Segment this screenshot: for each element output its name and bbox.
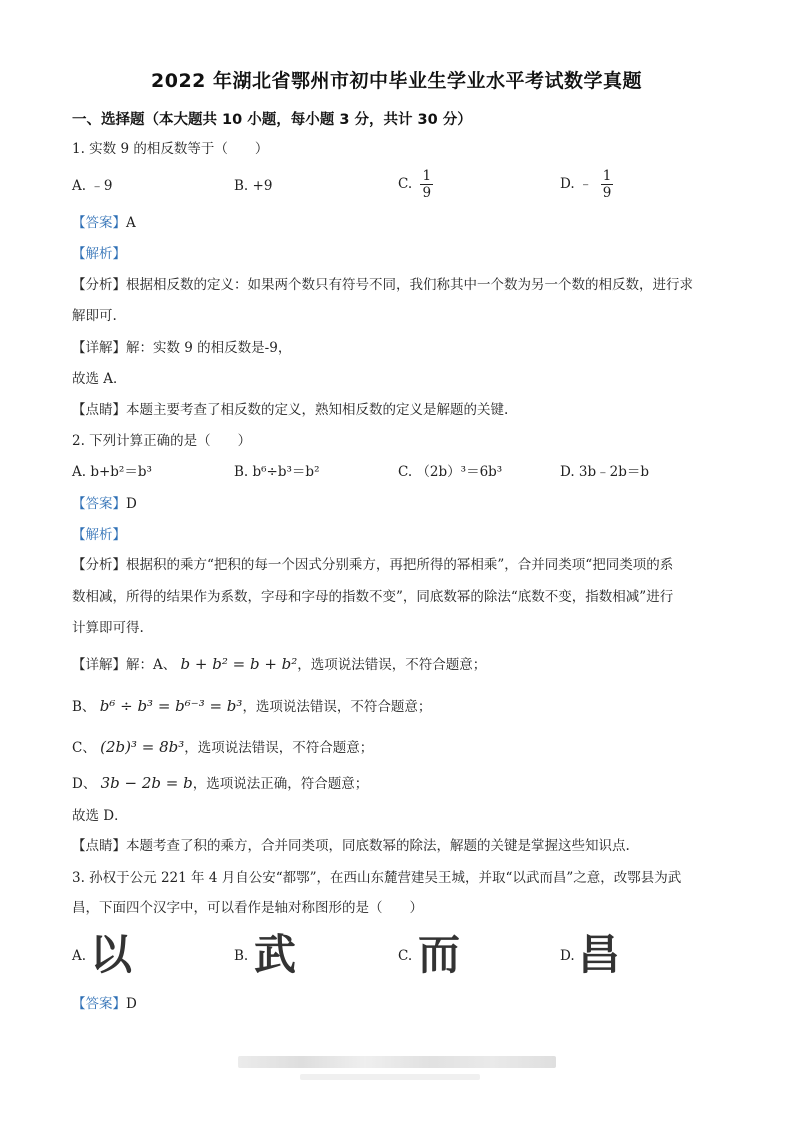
dianjing-tag: 【点睛】 (72, 402, 126, 418)
xiangjie-prefix: 解：A、 (126, 657, 177, 673)
fraction-numerator: 1 (602, 168, 612, 184)
fraction-denominator: 9 (602, 185, 612, 201)
q2-dianjing (72, 836, 630, 856)
q3-option-a-character: 以 (90, 930, 133, 979)
blurred-watermark (300, 1074, 480, 1080)
q3-option-a-label: A. (72, 948, 87, 964)
xiangjie-remark: ，选项说法错误，不符合题意； (184, 740, 374, 756)
xiangjie-tag: 【详解】 (72, 340, 126, 356)
xiangjie-tag: 【详解】 (72, 657, 126, 673)
q1-answer (72, 213, 136, 233)
q3-option-b-label: B. (234, 948, 249, 964)
xiangjie-remark: ，选项说法正确，符合题意； (192, 776, 369, 792)
answer-tag: 【答案】 (72, 215, 126, 231)
q3-option-c-character: 而 (418, 930, 461, 979)
q3-option-d-label: D. (560, 948, 575, 964)
q2-conclusion: 故选 D． (72, 808, 128, 824)
dianjing-text: 本题考查了积的乘方，合并同类项，同底数幂的除法，解题的关键是掌握这些知识点. (126, 838, 630, 854)
page-title: 2022 年湖北省鄂州市初中毕业生学业水平考试数学真题 (151, 70, 642, 92)
q2-option-c: C. （2b）³＝6b³ (398, 464, 503, 480)
answer-value: A (126, 215, 136, 231)
dianjing-tag: 【点睛】 (72, 838, 126, 854)
q3-option-b-character: 武 (254, 930, 297, 979)
fraction-denominator: 9 (422, 185, 432, 201)
q3-option-d-character: 昌 (578, 930, 621, 979)
analysis-tag: 【解析】 (72, 527, 126, 543)
xiangjie-text: 解：实数 9 的相反数是-9， (126, 340, 292, 356)
fraction-one-ninth (420, 168, 433, 201)
q2-xiangjie-c (72, 737, 373, 758)
q3-answer (72, 994, 137, 1014)
q2-option-b: B. b⁶÷b³＝b² (234, 464, 320, 480)
q1-stem: 1. 实数 9 的相反数等于（ ） (72, 141, 269, 157)
q1-analysis-heading (72, 244, 126, 264)
section-heading: 一、选择题（本大题共 10 小题，每小题 3 分，共计 30 分） (72, 112, 472, 128)
q1-fenxi (72, 275, 693, 295)
q2-xiangjie-d (72, 773, 368, 794)
fenxi-text: 根据相反数的定义：如果两个数只有符号不同，我们称其中一个数为另一个数的相反数，进行求 (126, 277, 693, 293)
q1-option-b: B. +9 (234, 178, 273, 194)
q1-option-c (398, 168, 433, 201)
fraction-numerator: 1 (422, 168, 432, 184)
blurred-watermark (238, 1056, 556, 1068)
q2-xiangjie-a (72, 654, 486, 675)
q1-conclusion: 故选 A． (72, 371, 127, 387)
dianjing-text: 本题主要考查了相反数的定义，熟知相反数的定义是解题的关键. (126, 402, 509, 418)
xiangjie-prefix: B、 (72, 699, 96, 715)
q2-fenxi-cont-1: 数相减，所得的结果作为系数，字母和字母的指数不变”，同底数幂的除法“底数不变，指数相减”进行 (72, 589, 674, 605)
analysis-tag: 【解析】 (72, 246, 126, 262)
fenxi-text: 根据积的乘方“把积的每一个因式分别乘方，再把所得的幂相乘”，合并同类项“把同类项的系 (126, 557, 674, 573)
q2-analysis-heading (72, 525, 126, 545)
math-expression: b + b² = b + b² (180, 655, 298, 673)
q3-stem-cont: 昌，下面四个汉字中，可以看作是轴对称图形的是（ ） (72, 900, 423, 916)
q1-fenxi-cont: 解即可. (72, 308, 117, 324)
q2-option-d: D. 3b﹣2b＝b (560, 464, 650, 480)
q1-option-d (560, 168, 613, 201)
answer-value: D (126, 496, 137, 512)
xiangjie-prefix: C、 (72, 740, 96, 756)
math-expression: b⁶ ÷ b³ = b⁶⁻³ = b³ (99, 697, 243, 715)
xiangjie-remark: ，选项说法错误，不符合题意； (242, 699, 432, 715)
math-expression: (2b)³ = 8b³ (100, 738, 185, 756)
q1-option-c-label: C. (398, 176, 413, 192)
math-expression: 3b − 2b = b (100, 774, 193, 792)
q1-xiangjie (72, 338, 291, 358)
q1-option-d-label: D. ﹣ (560, 176, 593, 192)
xiangjie-prefix: D、 (72, 776, 97, 792)
q1-dianjing (72, 400, 508, 420)
xiangjie-remark: ，选项说法错误，不符合题意； (297, 657, 487, 673)
answer-tag: 【答案】 (72, 496, 126, 512)
fraction-one-ninth (601, 168, 614, 201)
q2-xiangjie-b (72, 696, 431, 717)
q2-stem: 2. 下列计算正确的是（ ） (72, 433, 252, 449)
q2-fenxi-cont-2: 计算即可得. (72, 620, 144, 636)
answer-value: D (126, 996, 137, 1012)
answer-tag: 【答案】 (72, 996, 126, 1012)
fenxi-tag: 【分析】 (72, 557, 126, 573)
q1-option-a: A. ﹣9 (72, 178, 113, 194)
q3-option-c-label: C. (398, 948, 413, 964)
q2-option-a: A. b+b²＝b³ (72, 464, 152, 480)
q2-answer (72, 494, 137, 514)
q3-stem: 3. 孙权于公元 221 年 4 月自公安“都鄂”，在西山东麓营建吴王城，并取“以武而昌”之意，改鄂县为武 (72, 870, 682, 886)
q2-fenxi (72, 555, 673, 575)
fenxi-tag: 【分析】 (72, 277, 126, 293)
